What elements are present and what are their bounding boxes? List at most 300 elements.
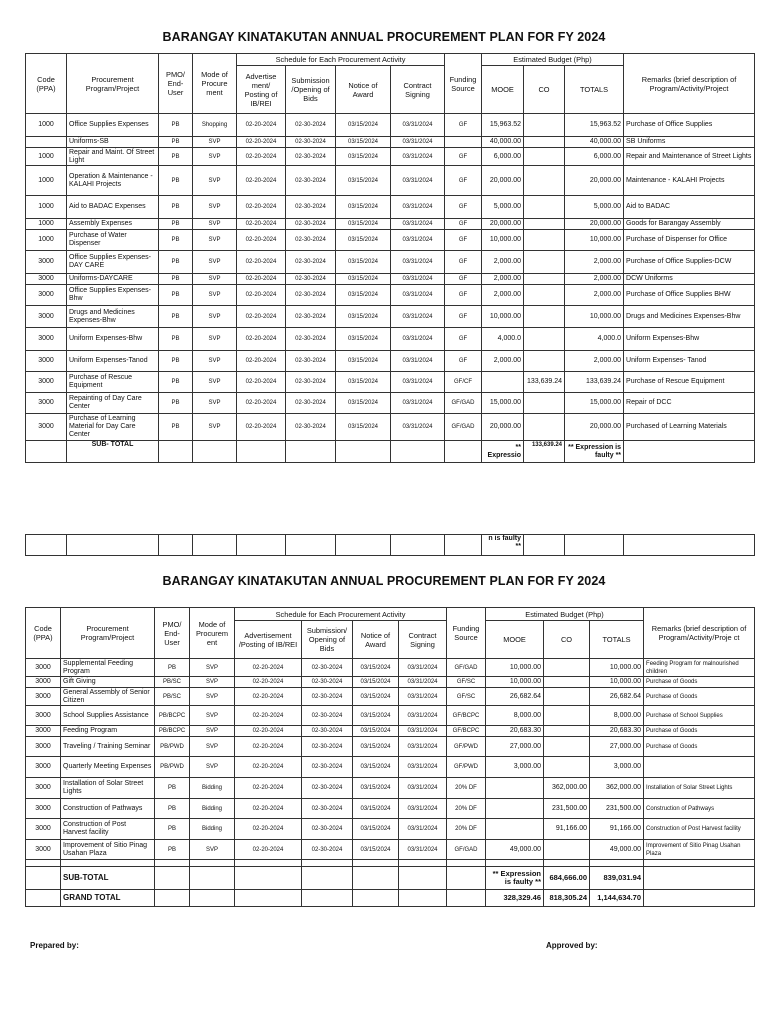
cell-pmo: PB/SC (155, 677, 190, 688)
cell-program: Aid to BADAC Expenses (67, 196, 159, 219)
cell-remarks: Purchase of Goods (644, 737, 755, 757)
cell-sub: 02-30-2024 (302, 757, 353, 778)
cell-contract: 03/31/2024 (399, 688, 447, 706)
cell-contract: 03/31/2024 (391, 351, 445, 372)
cell-adv: 02-20-2024 (235, 659, 302, 677)
cell-mode: SVP (193, 137, 237, 148)
cell-mode: SVP (193, 414, 237, 441)
cell-total: 20,000.00 (565, 414, 624, 441)
header-co: CO (524, 66, 565, 114)
cell-fund: GF/PWD (447, 757, 486, 778)
table-row (26, 840, 755, 860)
cell-mooe (486, 799, 544, 819)
cell-program: Office Supplies Expenses (67, 114, 159, 137)
cell-notice: 03/15/2024 (336, 230, 391, 251)
cell-sub: 02-30-2024 (286, 114, 336, 137)
cell-mode: SVP (193, 196, 237, 219)
cell-pmo: PB (159, 328, 193, 351)
cell-notice: 03/15/2024 (353, 677, 399, 688)
procurement-table-2 (25, 607, 755, 907)
table-row (26, 166, 755, 196)
cell-remarks: SB Uniforms (624, 137, 755, 148)
header-notice: Notice of Award (336, 66, 391, 114)
cell-sub: 02-30-2024 (286, 137, 336, 148)
cell-program: Purchase of Water Dispenser (67, 230, 159, 251)
table-row (26, 219, 755, 230)
cell-fund: GF/GAD (445, 393, 482, 414)
cell-sub: 02-30-2024 (286, 166, 336, 196)
header-program: Procurement Program/Project (67, 54, 159, 114)
grandtotal-row (26, 890, 755, 907)
cell-mooe: 2,000.00 (482, 351, 524, 372)
cell-contract: 03/31/2024 (399, 757, 447, 778)
cell-adv: 02-20-2024 (235, 757, 302, 778)
cell-adv: 02-20-2024 (235, 737, 302, 757)
cell-adv: 02-20-2024 (237, 166, 286, 196)
cell-code: 1000 (26, 114, 67, 137)
cell-total: 15,963.52 (565, 114, 624, 137)
cell-mooe: 10,000.00 (482, 230, 524, 251)
cell-contract: 03/31/2024 (399, 659, 447, 677)
cell-mode: SVP (193, 230, 237, 251)
header-funding: Funding Source (445, 54, 482, 114)
cell-adv: 02-20-2024 (237, 306, 286, 328)
cell-program: Installation of Solar Street Lights (61, 778, 155, 799)
cell-adv: 02-20-2024 (237, 148, 286, 166)
cell-mode: SVP (193, 219, 237, 230)
cell-fund: GF (445, 219, 482, 230)
cell-notice: 03/15/2024 (353, 840, 399, 860)
subtotal-row (26, 441, 755, 463)
cell-code: 3000 (26, 251, 67, 274)
cell-co (524, 414, 565, 441)
cell-contract: 03/31/2024 (391, 114, 445, 137)
cell-fund: GF (445, 148, 482, 166)
cell-notice: 03/15/2024 (336, 306, 391, 328)
cell-contract: 03/31/2024 (399, 726, 447, 737)
cell-total: 10,000.00 (590, 677, 644, 688)
cell-program: Repainting of Day Care Center (67, 393, 159, 414)
cell-adv: 02-20-2024 (237, 285, 286, 306)
header-program: Procurement Program/Project (61, 608, 155, 659)
cell-program: Quarterly Meeting Expenses (61, 757, 155, 778)
cell-mode: SVP (193, 351, 237, 372)
cell-code: 1000 (26, 148, 67, 166)
cell-pmo: PB (159, 230, 193, 251)
cell-remarks: Purchase of Office Supplies (624, 114, 755, 137)
cell-mode: SVP (190, 706, 235, 726)
cell-adv: 02-20-2024 (237, 414, 286, 441)
approved-by-label: Approved by: (546, 941, 598, 950)
subtotal-row (26, 867, 755, 890)
cell-notice: 03/15/2024 (353, 659, 399, 677)
cell-pmo: PB (159, 414, 193, 441)
cell-co (524, 285, 565, 306)
cell-pmo: PB (159, 306, 193, 328)
cell-contract: 03/31/2024 (391, 219, 445, 230)
cell-contract: 03/31/2024 (391, 285, 445, 306)
cell-mooe: 5,000.00 (482, 196, 524, 219)
cell-code: 3000 (26, 393, 67, 414)
cell-mooe (486, 819, 544, 840)
cell-mode: SVP (193, 328, 237, 351)
cell-remarks: Uniform Expenses- Tanod (624, 351, 755, 372)
subtotal-label: SUB- TOTAL (67, 441, 159, 463)
cell-remarks (644, 757, 755, 778)
cell-total: 2,000.00 (565, 285, 624, 306)
cell-pmo: PB (159, 351, 193, 372)
cell-contract: 03/31/2024 (391, 148, 445, 166)
header-advert: Advertise ment/ Posting of IB/REI (237, 66, 286, 114)
cell-sub: 02-30-2024 (286, 328, 336, 351)
cell-co (544, 659, 590, 677)
cell-mooe: 10,000.00 (486, 677, 544, 688)
table-row (26, 799, 755, 819)
table-row (26, 819, 755, 840)
header-pmo: PMO/ End-User (155, 608, 190, 659)
header-pmo: PMO/ End-User (159, 54, 193, 114)
cell-fund: GF (445, 114, 482, 137)
cell-code: 3000 (26, 274, 67, 285)
cell-fund: GF/SC (447, 688, 486, 706)
cell-program: Assembly Expenses (67, 219, 159, 230)
subtotal-label: SUB-TOTAL (61, 867, 155, 890)
cell-total: 2,000.00 (565, 274, 624, 285)
cell-notice: 03/15/2024 (336, 219, 391, 230)
cell-sub: 02-30-2024 (286, 306, 336, 328)
cell-fund (445, 137, 482, 148)
cell-program: Drugs and Medicines Expenses-Bhw (67, 306, 159, 328)
cell-sub: 02-30-2024 (286, 372, 336, 393)
cell-contract: 03/31/2024 (399, 706, 447, 726)
cell-contract: 03/31/2024 (391, 372, 445, 393)
cell-mooe: 20,000.00 (482, 219, 524, 230)
cell-total: 20,000.00 (565, 219, 624, 230)
cell-adv: 02-20-2024 (237, 351, 286, 372)
cell-pmo: PB (155, 840, 190, 860)
cell-notice: 03/15/2024 (336, 328, 391, 351)
cell-co (524, 219, 565, 230)
cell-mode: SVP (190, 677, 235, 688)
cell-program: Supplemental Feeding Program (61, 659, 155, 677)
cell-notice: 03/15/2024 (353, 819, 399, 840)
cell-notice: 03/15/2024 (353, 737, 399, 757)
cell-total: 10,000.00 (565, 306, 624, 328)
cell-total: 10,000.00 (565, 230, 624, 251)
header-budget: Estimated Budget (Php) (486, 608, 644, 621)
cell-code: 3000 (26, 799, 61, 819)
cell-code: 3000 (26, 757, 61, 778)
header-submission: Submission/ Opening of Bids (302, 621, 353, 659)
cell-contract: 03/31/2024 (399, 778, 447, 799)
cell-contract: 03/31/2024 (391, 393, 445, 414)
cell-mooe: 40,000.00 (482, 137, 524, 148)
cell-mode: SVP (190, 726, 235, 737)
cell-adv: 02-20-2024 (235, 778, 302, 799)
cell-sub: 02-30-2024 (302, 737, 353, 757)
cell-adv: 02-20-2024 (237, 230, 286, 251)
cell-program: Uniform Expenses-Tanod (67, 351, 159, 372)
cell-code: 1000 (26, 219, 67, 230)
cell-co (544, 688, 590, 706)
cell-fund: GF/GAD (445, 414, 482, 441)
header-mode: Mode of Procure ment (193, 54, 237, 114)
table-row (26, 737, 755, 757)
cell-mode: Bidding (190, 819, 235, 840)
header-mooe: MOOE (486, 621, 544, 659)
cell-adv: 02-20-2024 (235, 819, 302, 840)
table-row (26, 757, 755, 778)
cell-fund: GF (445, 196, 482, 219)
cell-co (544, 757, 590, 778)
cell-program: Uniform Expenses-Bhw (67, 328, 159, 351)
table-row (26, 196, 755, 219)
cell-total: 133,639.24 (565, 372, 624, 393)
table-row (26, 706, 755, 726)
cell-pmo: PB (159, 274, 193, 285)
grandtotal-total: 1,144,634.70 (590, 890, 644, 907)
cell-pmo: PB (159, 196, 193, 219)
cell-total: 3,000.00 (590, 757, 644, 778)
cell-program: Office Supplies Expenses-DAY CARE (67, 251, 159, 274)
cell-pmo: PB (159, 285, 193, 306)
table-row (26, 351, 755, 372)
header-code: Code (PPA) (26, 608, 61, 659)
cell-total: 20,000.00 (565, 166, 624, 196)
cell-remarks: Improvement of Sitio Pinag Usahan Plaza (644, 840, 755, 860)
cell-co (544, 706, 590, 726)
cell-adv: 02-20-2024 (235, 677, 302, 688)
header-schedule: Schedule for Each Procurement Activity (235, 608, 447, 621)
cell-remarks: Purchase of Office Supplies-DCW (624, 251, 755, 274)
cell-mode: SVP (193, 306, 237, 328)
cell-sub: 02-30-2024 (302, 659, 353, 677)
table-row (26, 677, 755, 688)
cell-program: Gift Giving (61, 677, 155, 688)
cell-fund: 20% DF (447, 778, 486, 799)
cell-pmo: PB (159, 114, 193, 137)
cell-contract: 03/31/2024 (391, 166, 445, 196)
cell-sub: 02-30-2024 (286, 351, 336, 372)
cell-code: 3000 (26, 351, 67, 372)
table-row (26, 659, 755, 677)
cell-mode: SVP (190, 659, 235, 677)
cell-mooe: 8,000.00 (486, 706, 544, 726)
cell-mode: SVP (193, 393, 237, 414)
cell-adv: 02-20-2024 (237, 114, 286, 137)
cell-notice: 03/15/2024 (336, 274, 391, 285)
cell-code: 3000 (26, 778, 61, 799)
table-row (26, 306, 755, 328)
table-row (26, 778, 755, 799)
cell-remarks: Uniform Expenses-Bhw (624, 328, 755, 351)
cell-program: Feeding Program (61, 726, 155, 737)
table-row (26, 414, 755, 441)
cell-sub: 02-30-2024 (286, 414, 336, 441)
cell-code: 3000 (26, 706, 61, 726)
cell-code: 1000 (26, 230, 67, 251)
cell-fund: GF (445, 285, 482, 306)
cell-total: 20,683.30 (590, 726, 644, 737)
cell-sub: 02-30-2024 (286, 393, 336, 414)
header-remarks: Remarks (brief description of Program/Activity/Project (624, 54, 755, 114)
grandtotal-co: 818,305.24 (544, 890, 590, 907)
table-row (26, 230, 755, 251)
cell-code: 3000 (26, 414, 67, 441)
cell-contract: 03/31/2024 (391, 414, 445, 441)
cell-notice: 03/15/2024 (336, 393, 391, 414)
cell-sub: 02-30-2024 (302, 726, 353, 737)
cell-mode: SVP (193, 166, 237, 196)
cell-total: 231,500.00 (590, 799, 644, 819)
cell-mooe: 2,000.00 (482, 274, 524, 285)
cell-program: Operation & Maintenance - KALAHI Projects (67, 166, 159, 196)
cell-notice: 03/15/2024 (336, 351, 391, 372)
cell-notice: 03/15/2024 (353, 799, 399, 819)
subtotal-total: 839,031.94 (590, 867, 644, 890)
cell-co (524, 351, 565, 372)
table-row (26, 274, 755, 285)
cell-mode: SVP (193, 274, 237, 285)
cell-notice: 03/15/2024 (353, 706, 399, 726)
header-contract: Contract Signing (399, 621, 447, 659)
cell-mooe: 27,000.00 (486, 737, 544, 757)
cell-co (524, 328, 565, 351)
cell-mooe: 49,000.00 (486, 840, 544, 860)
cell-adv: 02-20-2024 (237, 219, 286, 230)
cell-remarks: Repair and Maintenance of Street Lights (624, 148, 755, 166)
cell-total: 6,000.00 (565, 148, 624, 166)
table-row (26, 251, 755, 274)
cell-program: Uniforms-SB (67, 137, 159, 148)
table-row (26, 726, 755, 737)
cell-code: 3000 (26, 726, 61, 737)
cell-fund: 20% DF (447, 799, 486, 819)
cell-contract: 03/31/2024 (391, 306, 445, 328)
cell-remarks: Purchase of Dispenser for Office (624, 230, 755, 251)
header-schedule: Schedule for Each Procurement Activity (237, 54, 445, 66)
cell-fund: GF (445, 251, 482, 274)
cell-pmo: PB (159, 372, 193, 393)
table-row (26, 137, 755, 148)
cell-adv: 02-20-2024 (237, 137, 286, 148)
header-funding: Funding Source (447, 608, 486, 659)
cell-co (524, 251, 565, 274)
cell-mode: SVP (193, 285, 237, 306)
cell-co: 133,639.24 (524, 372, 565, 393)
cell-remarks: Purchase of Rescue Equipment (624, 372, 755, 393)
cell-fund: GF/PWD (447, 737, 486, 757)
cell-sub: 02-30-2024 (302, 819, 353, 840)
cell-program: Office Supplies Expenses-Bhw (67, 285, 159, 306)
cell-total: 5,000.00 (565, 196, 624, 219)
table-row (26, 688, 755, 706)
cell-co (524, 274, 565, 285)
header-totals: TOTALS (590, 621, 644, 659)
cell-notice: 03/15/2024 (336, 148, 391, 166)
cell-mode: Shopping (193, 114, 237, 137)
cell-total: 362,000.00 (590, 778, 644, 799)
cell-mooe: 2,000.00 (482, 251, 524, 274)
cell-total: 49,000.00 (590, 840, 644, 860)
cell-remarks: Purchase of Goods (644, 688, 755, 706)
cell-pmo: PB (159, 137, 193, 148)
cell-sub: 02-30-2024 (302, 706, 353, 726)
cell-notice: 03/15/2024 (353, 688, 399, 706)
cell-co: 231,500.00 (544, 799, 590, 819)
cell-sub: 02-30-2024 (286, 219, 336, 230)
cell-adv: 02-20-2024 (237, 328, 286, 351)
cell-co (524, 196, 565, 219)
cell-contract: 03/31/2024 (391, 230, 445, 251)
cell-remarks: DCW Uniforms (624, 274, 755, 285)
cell-mooe: 26,682.64 (486, 688, 544, 706)
cell-notice: 03/15/2024 (353, 778, 399, 799)
table-row (26, 148, 755, 166)
cell-sub: 02-30-2024 (302, 688, 353, 706)
cell-mooe: 20,000.00 (482, 166, 524, 196)
cell-sub: 02-30-2024 (302, 840, 353, 860)
procurement-table-1 (25, 53, 755, 463)
cell-mooe: 10,000.00 (482, 306, 524, 328)
cell-code: 3000 (26, 677, 61, 688)
cell-pmo: PB (155, 659, 190, 677)
cell-mode: Bidding (190, 778, 235, 799)
cell-sub: 02-30-2024 (302, 778, 353, 799)
cell-remarks: Purchase of School Supplies (644, 706, 755, 726)
cell-fund: GF/CF (445, 372, 482, 393)
subtotal-total: ** Expression is faulty ** (565, 441, 624, 463)
cell-remarks: Construction of Pathways (644, 799, 755, 819)
cell-contract: 03/31/2024 (399, 737, 447, 757)
cell-co (544, 840, 590, 860)
cell-total: 91,166.00 (590, 819, 644, 840)
cell-code: 3000 (26, 372, 67, 393)
cell-pmo: PB (159, 393, 193, 414)
cell-pmo: PB (155, 819, 190, 840)
cell-co (524, 306, 565, 328)
cell-total: 15,000.00 (565, 393, 624, 414)
header-budget: Estimated Budget (Php) (482, 54, 624, 66)
cell-remarks: Installation of Solar Street Lights (644, 778, 755, 799)
cell-co (544, 737, 590, 757)
header-notice: Notice of Award (353, 621, 399, 659)
header-co: CO (544, 621, 590, 659)
cell-fund: GF (445, 328, 482, 351)
cell-co (524, 148, 565, 166)
header-advert: Advertisement /Posting of IB/REI (235, 621, 302, 659)
cell-adv: 02-20-2024 (235, 688, 302, 706)
table-row (26, 328, 755, 351)
cell-mode: SVP (190, 737, 235, 757)
cell-sub: 02-30-2024 (286, 230, 336, 251)
page1-title: BARANGAY KINATAKUTAN ANNUAL PROCUREMENT PLAN FOR FY 2024 (162, 30, 606, 44)
cell-code: 1000 (26, 166, 67, 196)
cell-total: 4,000.0 (565, 328, 624, 351)
cell-mode: SVP (193, 251, 237, 274)
cell-co (524, 137, 565, 148)
page2-title: BARANGAY KINATAKUTAN ANNUAL PROCUREMENT PLAN FOR FY 2024 (162, 574, 606, 588)
cell-program: Purchase of Rescue Equipment (67, 372, 159, 393)
cell-sub: 02-30-2024 (286, 148, 336, 166)
cell-sub: 02-30-2024 (302, 799, 353, 819)
cell-co (544, 677, 590, 688)
cell-code: 3000 (26, 328, 67, 351)
cell-adv: 02-20-2024 (235, 706, 302, 726)
cell-code: 3000 (26, 306, 67, 328)
cell-contract: 03/31/2024 (391, 274, 445, 285)
cell-pmo: PB/BCPC (155, 706, 190, 726)
